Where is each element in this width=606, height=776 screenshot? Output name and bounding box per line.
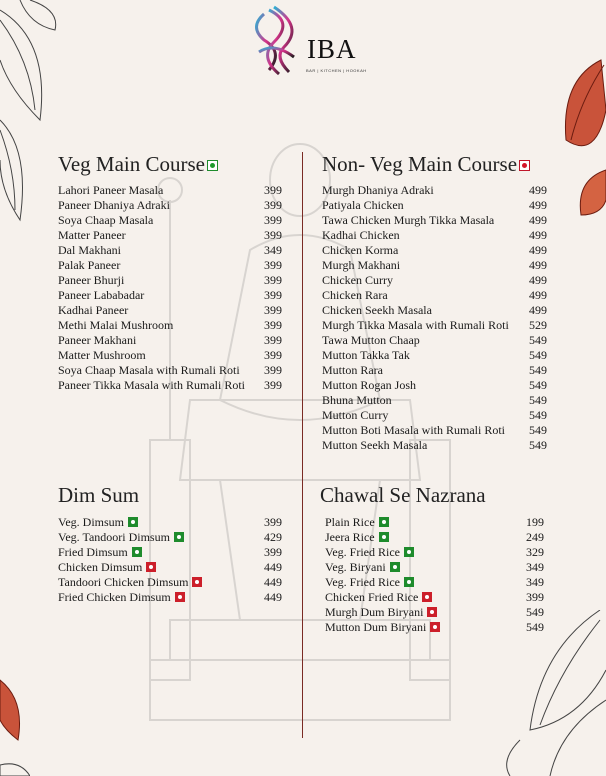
menu-item-name: Veg. Fried Rice	[325, 575, 414, 590]
menu-item	[322, 333, 552, 348]
menu-item-name: Murgh Dum Biryani	[325, 605, 437, 620]
menu-item-price: 549	[526, 620, 544, 634]
menu-item-name: Chicken Korma	[322, 243, 399, 257]
nonveg-main-course-list	[322, 183, 552, 453]
menu-item	[320, 605, 552, 620]
menu-item	[58, 243, 288, 258]
menu-item-name: Soya Chaap Masala	[58, 213, 154, 227]
menu-item-name: Dal Makhani	[58, 243, 121, 257]
menu-item-price: 349	[526, 575, 544, 589]
menu-item	[322, 183, 552, 198]
menu-item	[322, 243, 552, 258]
menu-item	[58, 530, 288, 545]
menu-item	[58, 560, 288, 575]
menu-item-name: Paneer Bhurji	[58, 273, 125, 287]
menu-item	[322, 438, 552, 453]
veg-main-course-title: Veg Main Course	[58, 152, 205, 176]
menu-item-price: 399	[264, 348, 282, 362]
menu-item	[320, 560, 552, 575]
menu-item-price: 429	[264, 530, 282, 544]
menu-item-name: Plain Rice	[325, 515, 389, 530]
veg-indicator-icon	[379, 532, 389, 542]
menu-item-price: 399	[264, 198, 282, 212]
menu-item-name: Veg. Fried Rice	[325, 545, 414, 560]
menu-item-price: 329	[526, 545, 544, 559]
brand-tagline: BAR | KITCHEN | HOOKAH	[306, 68, 367, 73]
menu-item-name: Paneer Dhaniya Adraki	[58, 198, 170, 212]
menu-item-price: 249	[526, 530, 544, 544]
menu-item-name: Mutton Rogan Josh	[322, 378, 417, 392]
menu-item-name: Veg. Tandoori Dimsum	[58, 530, 184, 545]
menu-item-price: 349	[526, 560, 544, 574]
menu-item-price: 449	[264, 560, 282, 574]
menu-item	[320, 530, 552, 545]
menu-item-price: 399	[264, 318, 282, 332]
veg-indicator-icon	[174, 532, 184, 542]
chawal-list	[320, 515, 552, 635]
menu-item	[58, 515, 288, 530]
menu-item	[322, 198, 552, 213]
chawal-section	[320, 483, 552, 635]
veg-indicator-icon	[404, 547, 414, 557]
non-veg-indicator-icon	[422, 592, 432, 602]
menu-item-name: Chicken Dimsum	[58, 560, 156, 575]
menu-item-name: Jeera Rice	[325, 530, 389, 545]
brand-name: IBA	[307, 34, 357, 64]
menu-item-price: 499	[529, 258, 547, 272]
menu-item-price: 549	[529, 408, 547, 422]
menu-item-price: 399	[264, 333, 282, 347]
menu-item-name: Paneer Tikka Masala with Rumali Roti	[58, 378, 245, 392]
menu-item-price: 199	[526, 515, 544, 529]
menu-item-price: 349	[264, 243, 282, 257]
non-veg-indicator-icon	[519, 160, 530, 171]
menu-item	[58, 333, 288, 348]
menu-item	[320, 515, 552, 530]
menu-item-name: Matter Paneer	[58, 228, 126, 242]
menu-item-name: Veg. Dimsum	[58, 515, 138, 530]
veg-indicator-icon	[128, 517, 138, 527]
menu-item-price: 399	[526, 590, 544, 604]
menu-item-price: 499	[529, 228, 547, 242]
menu-item-price: 549	[529, 348, 547, 362]
menu-item-price: 549	[529, 363, 547, 377]
veg-indicator-icon	[390, 562, 400, 572]
menu-item	[58, 575, 288, 590]
menu-item-price: 399	[264, 363, 282, 377]
menu-item-price: 499	[529, 183, 547, 197]
menu-item-price: 549	[529, 438, 547, 452]
menu-item	[58, 303, 288, 318]
menu-item	[320, 620, 552, 635]
menu-item	[322, 273, 552, 288]
menu-item	[58, 378, 288, 393]
menu-item-price: 529	[529, 318, 547, 332]
menu-item-name: Mutton Curry	[322, 408, 389, 422]
menu-item-name: Lahori Paneer Masala	[58, 183, 164, 197]
menu-item	[320, 575, 552, 590]
menu-item-price: 499	[529, 273, 547, 287]
menu-item-name: Veg. Biryani	[325, 560, 400, 575]
nonveg-main-course-title: Non- Veg Main Course	[322, 152, 518, 176]
menu-item-name: Tandoori Chicken Dimsum	[58, 575, 202, 590]
menu-item-name: Soya Chaap Masala with Rumali Roti	[58, 363, 240, 377]
menu-item	[58, 348, 288, 363]
dim-sum-title: Dim Sum	[58, 483, 140, 507]
menu-item-price: 549	[529, 393, 547, 407]
non-veg-indicator-icon	[430, 622, 440, 632]
menu-item-price: 399	[264, 213, 282, 227]
menu-item-price: 499	[529, 303, 547, 317]
menu-item	[58, 228, 288, 243]
menu-item-name: Palak Paneer	[58, 258, 121, 272]
menu-item	[58, 273, 288, 288]
menu-item	[320, 545, 552, 560]
menu-item-price: 499	[529, 213, 547, 227]
menu-item-price: 499	[529, 288, 547, 302]
menu-item-price: 399	[264, 303, 282, 317]
menu-item-price: 399	[264, 258, 282, 272]
menu-item-name: Methi Malai Mushroom	[58, 318, 174, 332]
menu-item-name: Mutton Dum Biryani	[325, 620, 440, 635]
menu-item-name: Kadhai Chicken	[322, 228, 400, 242]
menu-item-name: Tawa Mutton Chaap	[322, 333, 420, 347]
leaf-decoration-top-left	[0, 0, 60, 230]
dim-sum-list	[58, 515, 288, 605]
non-veg-indicator-icon	[192, 577, 202, 587]
menu-item-name: Tawa Chicken Murgh Tikka Masala	[322, 213, 495, 227]
menu-item-price: 399	[264, 515, 282, 529]
menu-item-name: Matter Mushroom	[58, 348, 146, 362]
menu-item-price: 549	[529, 378, 547, 392]
menu-item	[322, 378, 552, 393]
menu-item-price: 399	[264, 228, 282, 242]
menu-item-name: Chicken Curry	[322, 273, 393, 287]
menu-item	[58, 183, 288, 198]
veg-indicator-icon	[132, 547, 142, 557]
menu-item-name: Fried Dimsum	[58, 545, 142, 560]
menu-item-price: 499	[529, 198, 547, 212]
menu-item	[58, 258, 288, 273]
menu-item-price: 449	[264, 590, 282, 604]
menu-item	[322, 303, 552, 318]
non-veg-indicator-icon	[175, 592, 185, 602]
menu-item-price: 549	[529, 333, 547, 347]
menu-item-price: 399	[264, 378, 282, 392]
menu-item-name: Fried Chicken Dimsum	[58, 590, 185, 605]
menu-item	[322, 348, 552, 363]
section-heading	[322, 152, 552, 176]
leaf-decoration-bottom-left	[0, 670, 30, 776]
column-divider	[302, 152, 303, 738]
menu-item	[58, 198, 288, 213]
menu-item	[322, 213, 552, 228]
menu-item	[320, 590, 552, 605]
menu-item	[322, 288, 552, 303]
menu-item-name: Murgh Makhani	[322, 258, 401, 272]
menu-item	[58, 288, 288, 303]
menu-item	[322, 363, 552, 378]
menu-item	[322, 423, 552, 438]
menu-item	[322, 258, 552, 273]
menu-item-price: 549	[526, 605, 544, 619]
menu-item	[322, 393, 552, 408]
veg-main-course-list	[58, 183, 288, 393]
section-heading	[58, 152, 288, 176]
menu-item-name: Chicken Rara	[322, 288, 388, 302]
menu-item-name: Paneer Lababadar	[58, 288, 145, 302]
menu-item-price: 399	[264, 545, 282, 559]
menu-item	[322, 408, 552, 423]
menu-item	[322, 228, 552, 243]
menu-item-price: 399	[264, 183, 282, 197]
menu-item-name: Mutton Seekh Masala	[322, 438, 428, 452]
menu-item	[58, 318, 288, 333]
nonveg-main-course-section	[322, 152, 552, 453]
menu-item-price: 549	[529, 423, 547, 437]
veg-indicator-icon	[404, 577, 414, 587]
menu-item-price: 399	[264, 273, 282, 287]
menu-item	[322, 318, 552, 333]
menu-item-name: Chicken Seekh Masala	[322, 303, 432, 317]
menu-item-name: Bhuna Mutton	[322, 393, 392, 407]
menu-item-name: Mutton Rara	[322, 363, 383, 377]
menu-item-name: Mutton Takka Tak	[322, 348, 410, 362]
menu-item	[58, 363, 288, 378]
chawal-title: Chawal Se Nazrana	[320, 483, 486, 507]
menu-item	[58, 545, 288, 560]
menu-item-name: Paneer Makhani	[58, 333, 137, 347]
menu-item-name: Murgh Tikka Masala with Rumali Roti	[322, 318, 509, 332]
non-veg-indicator-icon	[146, 562, 156, 572]
dim-sum-section	[58, 483, 288, 605]
leaf-decoration-top-right	[556, 40, 606, 220]
veg-main-course-section	[58, 152, 288, 393]
non-veg-indicator-icon	[427, 607, 437, 617]
menu-item	[58, 213, 288, 228]
menu-item-name: Murgh Dhaniya Adraki	[322, 183, 434, 197]
veg-indicator-icon	[379, 517, 389, 527]
menu-item-name: Kadhai Paneer	[58, 303, 129, 317]
menu-item-name: Chicken Fried Rice	[325, 590, 432, 605]
menu-item	[58, 590, 288, 605]
veg-indicator-icon	[207, 160, 218, 171]
menu-item-price: 449	[264, 575, 282, 589]
menu-item-name: Patiyala Chicken	[322, 198, 404, 212]
menu-item-price: 399	[264, 288, 282, 302]
menu-item-name: Mutton Boti Masala with Rumali Roti	[322, 423, 505, 437]
menu-item-price: 499	[529, 243, 547, 257]
